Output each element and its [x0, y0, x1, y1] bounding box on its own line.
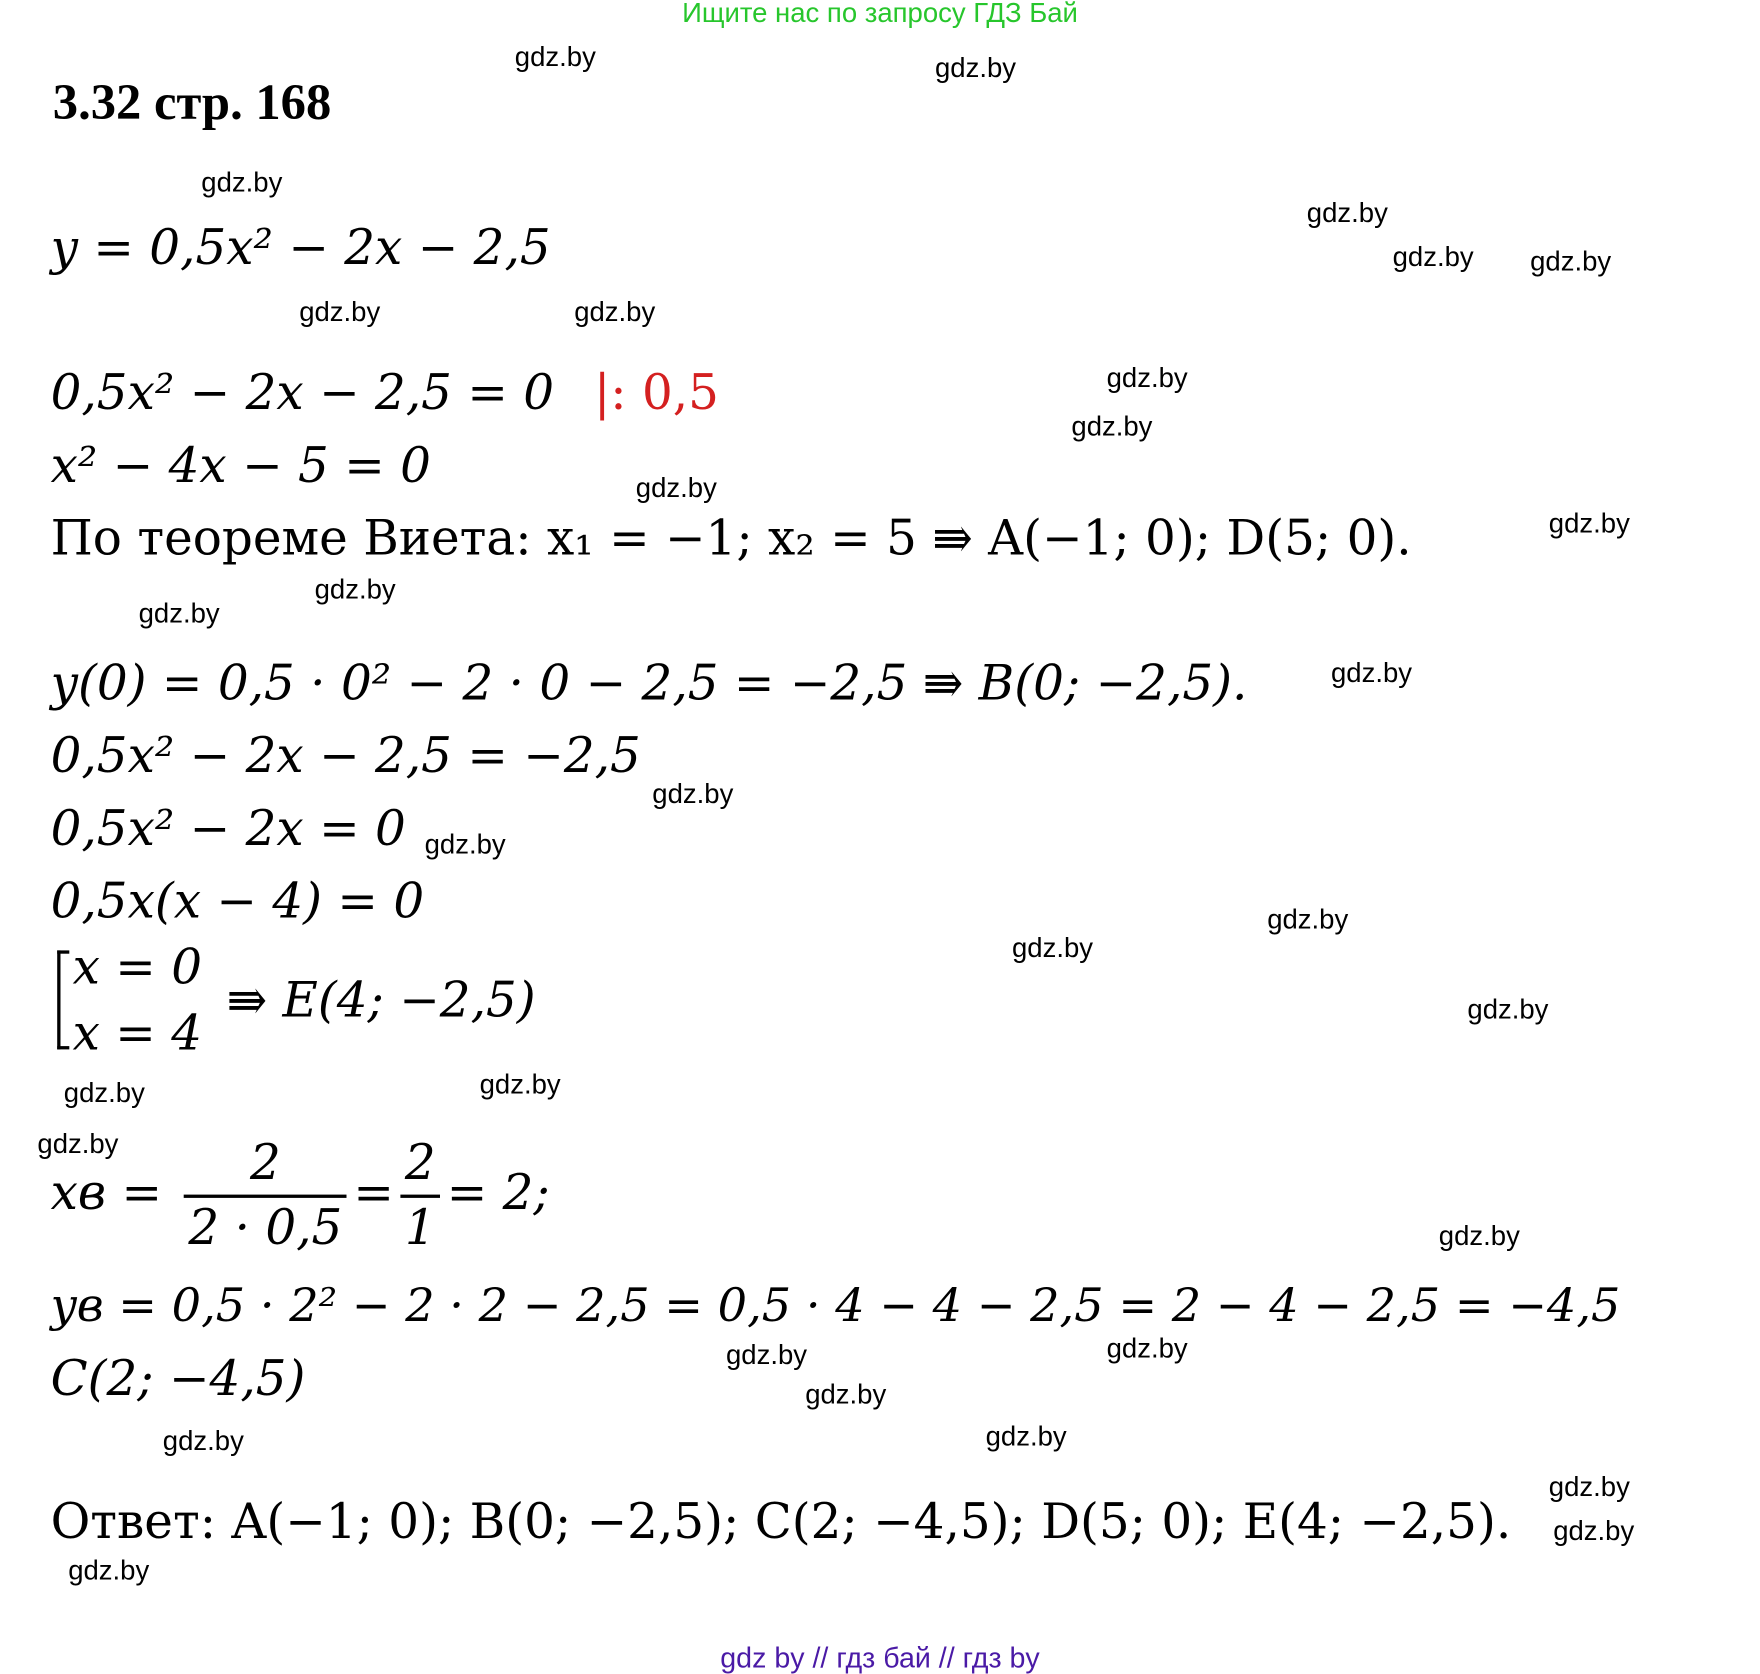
watermark: gdz.by: [985, 1421, 1067, 1452]
watermark: gdz.by: [314, 574, 396, 605]
vertex-x: xв = $\frac{2}{2 \cdot 0,5}$ = $\frac{2}{1}$ = 2;: [50, 1135, 550, 1257]
watermark: gdz.by: [935, 52, 1017, 84]
vertex-x-lhs: xв =: [50, 1164, 163, 1221]
watermark: gdz.by: [514, 41, 596, 73]
fraction-1: [184, 1135, 347, 1257]
watermark: gdz.by: [63, 1078, 145, 1109]
watermark: gdz.by: [652, 778, 734, 810]
equation-line-2: 0,5x² − 2x − 2,5 = 0: [50, 365, 555, 422]
watermark: gdz.by: [1267, 904, 1349, 935]
fraction-1-num: 2: [184, 1140, 347, 1198]
watermark: gdz.by: [1071, 411, 1153, 443]
watermark: gdz.by: [635, 473, 717, 504]
watermark: gdz.by: [1012, 932, 1094, 964]
answer-line: Ответ: A(−1; 0); B(0; −2,5); C(2; −4,5); D(5; 0); E(4; −2,5).: [50, 1493, 1512, 1550]
watermark: gdz.by: [574, 297, 656, 328]
watermark: gdz.by: [1106, 363, 1188, 394]
bottom-banner[interactable]: gdz by // гдз бай // гдз by: [720, 1641, 1040, 1674]
vertex-y: yв = 0,5 · 2² − 2 · 2 − 2,5 = 0,5 · 4 − 4 − 2,5 = 2 − 4 − 2,5 = −4,5: [50, 1278, 1621, 1333]
system-bracket: [57, 950, 69, 1049]
watermark: gdz.by: [479, 1069, 561, 1100]
divide-note: |: 0,5: [594, 365, 719, 422]
watermark: gdz.by: [1106, 1333, 1188, 1364]
fraction-2: [401, 1135, 441, 1257]
watermark: gdz.by: [1553, 1515, 1635, 1547]
watermark: gdz.by: [37, 1128, 119, 1160]
vieta-line: По теореме Виета: x₁ = −1; x₂ = 5 ⇛ A(−1; 0); D(5; 0).: [50, 510, 1412, 567]
watermark: gdz.by: [1331, 657, 1413, 689]
equation-line-1: y = 0,5x² − 2x − 2,5: [50, 220, 551, 277]
point-c: C(2; −4,5): [50, 1350, 306, 1407]
watermark: gdz.by: [162, 1425, 244, 1457]
top-banner[interactable]: Ищите нас по запросу ГДЗ Бай: [682, 0, 1078, 29]
watermark: gdz.by: [1548, 1471, 1630, 1503]
watermark: gdz.by: [68, 1555, 150, 1587]
watermark: gdz.by: [1548, 508, 1630, 539]
watermark: gdz.by: [138, 598, 220, 630]
equation-line-7: 0,5x² − 2x = 0: [50, 800, 406, 857]
watermark: gdz.by: [1392, 242, 1474, 273]
watermark: gdz.by: [299, 297, 381, 328]
fraction-2-den: 1: [404, 1200, 436, 1257]
root-1: x = 0: [72, 939, 203, 996]
watermark: gdz.by: [201, 167, 283, 198]
fraction-1-den: 2 · 0,5: [188, 1200, 343, 1257]
watermark: gdz.by: [726, 1339, 808, 1371]
equation-line-6: 0,5x² − 2x − 2,5 = −2,5: [50, 728, 641, 785]
point-e: ⇛ E(4; −2,5): [226, 972, 536, 1029]
equation-line-5: y(0) = 0,5 · 0² − 2 · 0 − 2,5 = −2,5 ⇛ B(0; −2,5).: [50, 655, 1248, 712]
equation-line-8: 0,5x(x − 4) = 0: [50, 873, 425, 930]
watermark: gdz.by: [1530, 246, 1612, 278]
page-title: 3.32 стр. 168: [52, 73, 332, 130]
equation-line-3: x² − 4x − 5 = 0: [50, 437, 431, 494]
watermark: gdz.by: [1306, 198, 1388, 229]
watermark: gdz.by: [805, 1379, 887, 1411]
fraction-2-num: 2: [401, 1140, 441, 1198]
watermark: gdz.by: [1438, 1221, 1520, 1252]
vertex-x-result: = 2;: [446, 1164, 550, 1221]
watermark: gdz.by: [424, 829, 506, 861]
root-2: x = 4: [72, 1005, 203, 1062]
watermark: gdz.by: [1467, 994, 1549, 1026]
